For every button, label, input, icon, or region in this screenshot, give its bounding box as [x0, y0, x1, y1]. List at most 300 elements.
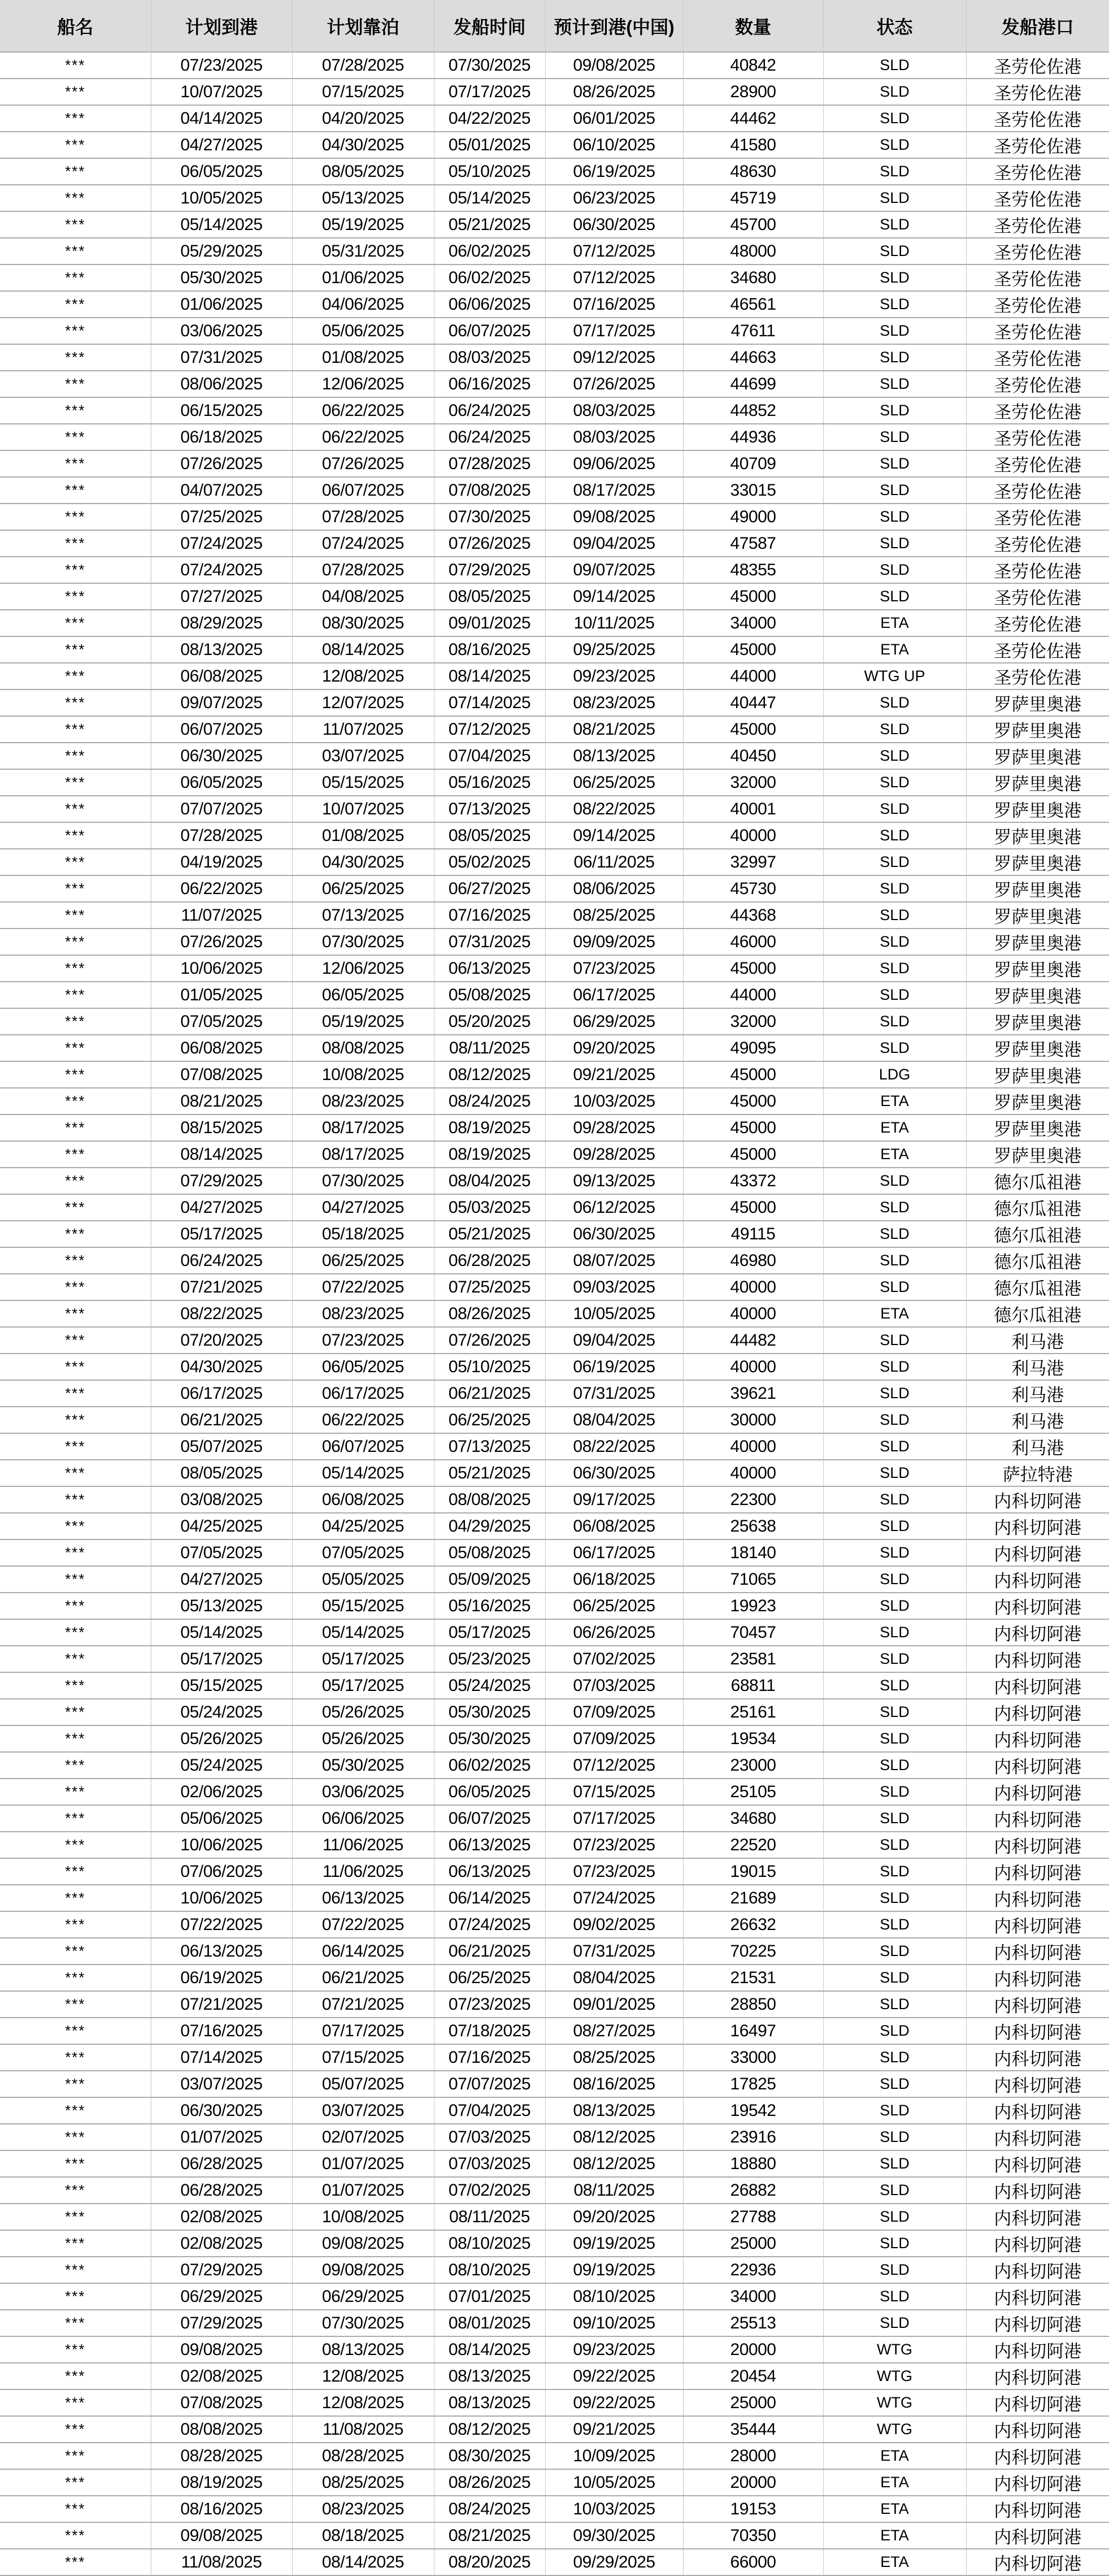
table-row: [0, 2230, 1109, 2257]
cell-status: SLD: [823, 2150, 966, 2177]
cell-departure-port: 圣劳伦佐港: [966, 105, 1109, 132]
cell-eta-china: 07/23/2025: [545, 1832, 683, 1858]
cell-planned-arrival: 07/05/2025: [151, 1539, 292, 1566]
cell-planned-berth: 04/20/2025: [292, 105, 434, 132]
cell-quantity: 46980: [683, 1247, 823, 1274]
cell-ship-name: ***: [0, 1035, 151, 1061]
table-row: [0, 743, 1109, 769]
column-header-planned-berth: 计划靠泊: [292, 0, 434, 52]
cell-departure-time: 05/30/2025: [434, 1725, 545, 1752]
cell-departure-time: 07/24/2025: [434, 1911, 545, 1938]
cell-planned-berth: 11/06/2025: [292, 1832, 434, 1858]
cell-eta-china: 06/17/2025: [545, 982, 683, 1008]
cell-quantity: 32000: [683, 1008, 823, 1035]
cell-quantity: 40842: [683, 52, 823, 79]
cell-quantity: 32997: [683, 849, 823, 875]
cell-planned-arrival: 04/27/2025: [151, 132, 292, 158]
cell-planned-arrival: 08/21/2025: [151, 1088, 292, 1114]
cell-eta-china: 09/01/2025: [545, 1991, 683, 2018]
cell-planned-berth: 07/22/2025: [292, 1274, 434, 1300]
table-row: [0, 1752, 1109, 1779]
cell-quantity: 19542: [683, 2097, 823, 2124]
cell-planned-berth: 04/25/2025: [292, 1513, 434, 1539]
cell-status: SLD: [823, 875, 966, 902]
cell-ship-name: ***: [0, 1300, 151, 1327]
cell-planned-arrival: 06/17/2025: [151, 1380, 292, 1407]
cell-quantity: 40000: [683, 1274, 823, 1300]
cell-status: SLD: [823, 1991, 966, 2018]
cell-planned-berth: 08/30/2025: [292, 610, 434, 636]
cell-quantity: 39621: [683, 1380, 823, 1407]
cell-eta-china: 06/30/2025: [545, 211, 683, 238]
cell-quantity: 19153: [683, 2496, 823, 2522]
cell-quantity: 32000: [683, 769, 823, 796]
cell-quantity: 44663: [683, 344, 823, 371]
cell-planned-arrival: 07/24/2025: [151, 530, 292, 557]
table-row: [0, 450, 1109, 477]
cell-departure-time: 08/14/2025: [434, 663, 545, 689]
cell-planned-arrival: 05/17/2025: [151, 1646, 292, 1672]
cell-status: ETA: [823, 2443, 966, 2469]
cell-status: SLD: [823, 2204, 966, 2230]
table-row: [0, 1619, 1109, 1646]
cell-planned-berth: 06/22/2025: [292, 1407, 434, 1433]
cell-ship-name: ***: [0, 2389, 151, 2416]
cell-quantity: 44000: [683, 663, 823, 689]
cell-departure-time: 08/26/2025: [434, 1300, 545, 1327]
cell-departure-time: 08/24/2025: [434, 2496, 545, 2522]
cell-departure-time: 06/21/2025: [434, 1380, 545, 1407]
cell-planned-arrival: 05/13/2025: [151, 1593, 292, 1619]
cell-planned-berth: 12/07/2025: [292, 689, 434, 716]
cell-ship-name: ***: [0, 583, 151, 610]
cell-planned-arrival: 07/06/2025: [151, 1858, 292, 1885]
cell-status: ETA: [823, 1114, 966, 1141]
table-row: [0, 689, 1109, 716]
cell-departure-time: 07/08/2025: [434, 477, 545, 504]
cell-eta-china: 08/21/2025: [545, 716, 683, 743]
cell-status: SLD: [823, 583, 966, 610]
cell-ship-name: ***: [0, 1672, 151, 1699]
cell-planned-berth: 07/17/2025: [292, 2018, 434, 2044]
table-row: [0, 158, 1109, 185]
table-row: [0, 2522, 1109, 2549]
cell-quantity: 40709: [683, 450, 823, 477]
cell-eta-china: 07/24/2025: [545, 1885, 683, 1911]
cell-status: SLD: [823, 1672, 966, 1699]
cell-status: SLD: [823, 2283, 966, 2310]
cell-departure-port: 圣劳伦佐港: [966, 450, 1109, 477]
cell-planned-arrival: 07/23/2025: [151, 52, 292, 79]
cell-status: WTG: [823, 2363, 966, 2389]
cell-quantity: 45719: [683, 185, 823, 211]
cell-quantity: 45700: [683, 211, 823, 238]
cell-status: SLD: [823, 1354, 966, 1380]
cell-planned-arrival: 10/05/2025: [151, 185, 292, 211]
cell-eta-china: 08/12/2025: [545, 2150, 683, 2177]
cell-status: SLD: [823, 52, 966, 79]
cell-planned-berth: 05/15/2025: [292, 769, 434, 796]
cell-ship-name: ***: [0, 211, 151, 238]
table-row: [0, 2336, 1109, 2363]
cell-eta-china: 09/19/2025: [545, 2257, 683, 2283]
cell-ship-name: ***: [0, 2177, 151, 2204]
cell-departure-port: 内科切阿港: [966, 1779, 1109, 1805]
cell-planned-arrival: 06/19/2025: [151, 1964, 292, 1991]
cell-status: SLD: [823, 1725, 966, 1752]
cell-ship-name: ***: [0, 264, 151, 291]
cell-departure-port: 内科切阿港: [966, 1699, 1109, 1725]
cell-status: SLD: [823, 902, 966, 929]
cell-departure-port: 内科切阿港: [966, 1513, 1109, 1539]
cell-planned-arrival: 01/07/2025: [151, 2124, 292, 2150]
cell-planned-berth: 07/05/2025: [292, 1539, 434, 1566]
table-row: [0, 2044, 1109, 2071]
cell-departure-port: 罗萨里奥港: [966, 769, 1109, 796]
cell-status: ETA: [823, 2549, 966, 2575]
cell-quantity: 47587: [683, 530, 823, 557]
cell-departure-time: 08/26/2025: [434, 2469, 545, 2496]
cell-planned-arrival: 05/26/2025: [151, 1725, 292, 1752]
cell-ship-name: ***: [0, 2443, 151, 2469]
cell-planned-arrival: 07/24/2025: [151, 557, 292, 583]
cell-planned-arrival: 02/08/2025: [151, 2230, 292, 2257]
table-header: [0, 0, 1109, 52]
cell-departure-port: 萨拉特港: [966, 1460, 1109, 1486]
table-row: [0, 1779, 1109, 1805]
cell-departure-time: 05/10/2025: [434, 158, 545, 185]
cell-quantity: 45000: [683, 1088, 823, 1114]
cell-planned-arrival: 08/29/2025: [151, 610, 292, 636]
cell-departure-port: 德尔瓜祖港: [966, 1221, 1109, 1247]
cell-status: SLD: [823, 1779, 966, 1805]
cell-departure-time: 06/24/2025: [434, 397, 545, 424]
cell-quantity: 47611: [683, 318, 823, 344]
table-row: [0, 2549, 1109, 2575]
cell-departure-port: 内科切阿港: [966, 2230, 1109, 2257]
cell-planned-arrival: 07/26/2025: [151, 929, 292, 955]
cell-ship-name: ***: [0, 663, 151, 689]
cell-departure-port: 德尔瓜祖港: [966, 1247, 1109, 1274]
cell-eta-china: 07/03/2025: [545, 1672, 683, 1699]
cell-ship-name: ***: [0, 982, 151, 1008]
cell-departure-port: 内科切阿港: [966, 1566, 1109, 1593]
cell-departure-port: 圣劳伦佐港: [966, 158, 1109, 185]
cell-status: LDG: [823, 1061, 966, 1088]
cell-ship-name: ***: [0, 1593, 151, 1619]
cell-status: SLD: [823, 344, 966, 371]
cell-status: SLD: [823, 79, 966, 105]
cell-quantity: 30000: [683, 1407, 823, 1433]
cell-planned-berth: 12/08/2025: [292, 2389, 434, 2416]
cell-ship-name: ***: [0, 2071, 151, 2097]
cell-ship-name: ***: [0, 1911, 151, 1938]
cell-departure-time: 08/10/2025: [434, 2230, 545, 2257]
cell-planned-berth: 06/22/2025: [292, 424, 434, 450]
cell-departure-port: 罗萨里奥港: [966, 796, 1109, 822]
cell-ship-name: ***: [0, 1168, 151, 1194]
cell-quantity: 35444: [683, 2416, 823, 2443]
cell-planned-arrival: 10/06/2025: [151, 1885, 292, 1911]
cell-planned-arrival: 11/07/2025: [151, 902, 292, 929]
cell-planned-arrival: 06/05/2025: [151, 769, 292, 796]
cell-status: SLD: [823, 1460, 966, 1486]
cell-status: SLD: [823, 1274, 966, 1300]
cell-eta-china: 08/25/2025: [545, 902, 683, 929]
cell-planned-berth: 07/30/2025: [292, 1168, 434, 1194]
cell-eta-china: 09/23/2025: [545, 663, 683, 689]
cell-planned-arrival: 06/18/2025: [151, 424, 292, 450]
table-row: [0, 2097, 1109, 2124]
cell-planned-arrival: 10/06/2025: [151, 955, 292, 982]
cell-departure-time: 06/27/2025: [434, 875, 545, 902]
cell-eta-china: 09/06/2025: [545, 450, 683, 477]
cell-planned-berth: 06/05/2025: [292, 1354, 434, 1380]
cell-planned-arrival: 06/29/2025: [151, 2283, 292, 2310]
cell-departure-time: 08/04/2025: [434, 1168, 545, 1194]
cell-status: WTG: [823, 2336, 966, 2363]
cell-planned-arrival: 02/08/2025: [151, 2363, 292, 2389]
table-row: [0, 1380, 1109, 1407]
cell-departure-time: 06/07/2025: [434, 1805, 545, 1832]
table-row: [0, 1725, 1109, 1752]
cell-status: SLD: [823, 743, 966, 769]
cell-planned-arrival: 07/08/2025: [151, 1061, 292, 1088]
cell-planned-berth: 05/15/2025: [292, 1593, 434, 1619]
cell-departure-time: 08/30/2025: [434, 2443, 545, 2469]
cell-status: ETA: [823, 1300, 966, 1327]
cell-departure-time: 09/01/2025: [434, 610, 545, 636]
cell-eta-china: 08/22/2025: [545, 796, 683, 822]
cell-eta-china: 08/12/2025: [545, 2124, 683, 2150]
cell-status: SLD: [823, 105, 966, 132]
cell-departure-time: 07/04/2025: [434, 743, 545, 769]
cell-quantity: 40000: [683, 1433, 823, 1460]
cell-status: SLD: [823, 291, 966, 318]
cell-eta-china: 09/22/2025: [545, 2363, 683, 2389]
cell-departure-time: 08/12/2025: [434, 1061, 545, 1088]
cell-eta-china: 09/04/2025: [545, 1327, 683, 1354]
cell-status: ETA: [823, 610, 966, 636]
cell-departure-port: 圣劳伦佐港: [966, 530, 1109, 557]
cell-planned-arrival: 04/27/2025: [151, 1194, 292, 1221]
cell-planned-berth: 11/07/2025: [292, 716, 434, 743]
cell-quantity: 46561: [683, 291, 823, 318]
cell-eta-china: 09/21/2025: [545, 1061, 683, 1088]
cell-departure-time: 05/09/2025: [434, 1566, 545, 1593]
cell-departure-time: 08/20/2025: [434, 2549, 545, 2575]
table-row: [0, 1885, 1109, 1911]
cell-eta-china: 08/25/2025: [545, 2044, 683, 2071]
cell-eta-china: 08/22/2025: [545, 1433, 683, 1460]
cell-quantity: 25513: [683, 2310, 823, 2336]
cell-eta-china: 09/22/2025: [545, 2389, 683, 2416]
cell-ship-name: ***: [0, 849, 151, 875]
cell-departure-port: 德尔瓜祖港: [966, 1168, 1109, 1194]
cell-planned-berth: 12/08/2025: [292, 2363, 434, 2389]
cell-planned-berth: 07/22/2025: [292, 1911, 434, 1938]
cell-planned-berth: 05/19/2025: [292, 211, 434, 238]
cell-departure-port: 内科切阿港: [966, 1805, 1109, 1832]
cell-departure-port: 罗萨里奥港: [966, 849, 1109, 875]
cell-planned-berth: 06/17/2025: [292, 1380, 434, 1407]
cell-departure-port: 圣劳伦佐港: [966, 504, 1109, 530]
cell-planned-arrival: 07/29/2025: [151, 1168, 292, 1194]
cell-status: SLD: [823, 716, 966, 743]
cell-planned-berth: 08/05/2025: [292, 158, 434, 185]
cell-departure-time: 08/14/2025: [434, 2336, 545, 2363]
cell-status: SLD: [823, 397, 966, 424]
cell-ship-name: ***: [0, 318, 151, 344]
cell-departure-port: 内科切阿港: [966, 1619, 1109, 1646]
cell-status: SLD: [823, 1752, 966, 1779]
cell-departure-time: 07/16/2025: [434, 902, 545, 929]
cell-departure-port: 圣劳伦佐港: [966, 424, 1109, 450]
cell-departure-port: 利马港: [966, 1433, 1109, 1460]
cell-quantity: 44368: [683, 902, 823, 929]
cell-ship-name: ***: [0, 1725, 151, 1752]
cell-planned-arrival: 06/07/2025: [151, 716, 292, 743]
table-row: [0, 2204, 1109, 2230]
cell-departure-time: 07/13/2025: [434, 1433, 545, 1460]
cell-departure-time: 04/22/2025: [434, 105, 545, 132]
cell-departure-port: 罗萨里奥港: [966, 1088, 1109, 1114]
cell-planned-berth: 07/23/2025: [292, 1327, 434, 1354]
cell-eta-china: 09/28/2025: [545, 1114, 683, 1141]
cell-status: SLD: [823, 424, 966, 450]
cell-status: SLD: [823, 1513, 966, 1539]
cell-departure-port: 罗萨里奥港: [966, 822, 1109, 849]
cell-departure-port: 德尔瓜祖港: [966, 1194, 1109, 1221]
cell-quantity: 70350: [683, 2522, 823, 2549]
cell-planned-berth: 06/14/2025: [292, 1938, 434, 1964]
table-row: [0, 2150, 1109, 2177]
cell-status: SLD: [823, 2230, 966, 2257]
cell-eta-china: 06/19/2025: [545, 158, 683, 185]
cell-departure-time: 08/10/2025: [434, 2257, 545, 2283]
cell-eta-china: 08/10/2025: [545, 2283, 683, 2310]
cell-departure-port: 圣劳伦佐港: [966, 318, 1109, 344]
cell-ship-name: ***: [0, 424, 151, 450]
cell-departure-time: 05/20/2025: [434, 1008, 545, 1035]
table-row: [0, 875, 1109, 902]
table-row: [0, 1247, 1109, 1274]
cell-status: SLD: [823, 1486, 966, 1513]
cell-status: SLD: [823, 849, 966, 875]
cell-departure-port: 内科切阿港: [966, 2044, 1109, 2071]
cell-eta-china: 09/23/2025: [545, 2336, 683, 2363]
table-row: [0, 982, 1109, 1008]
cell-eta-china: 09/13/2025: [545, 1168, 683, 1194]
cell-ship-name: ***: [0, 2283, 151, 2310]
cell-eta-china: 08/07/2025: [545, 1247, 683, 1274]
cell-planned-berth: 06/25/2025: [292, 1247, 434, 1274]
cell-ship-name: ***: [0, 477, 151, 504]
cell-ship-name: ***: [0, 636, 151, 663]
cell-departure-port: 内科切阿港: [966, 2469, 1109, 2496]
cell-planned-arrival: 08/14/2025: [151, 1141, 292, 1168]
cell-quantity: 33015: [683, 477, 823, 504]
cell-planned-berth: 05/17/2025: [292, 1672, 434, 1699]
cell-quantity: 44852: [683, 397, 823, 424]
cell-planned-berth: 08/23/2025: [292, 1088, 434, 1114]
cell-ship-name: ***: [0, 955, 151, 982]
cell-quantity: 45000: [683, 716, 823, 743]
cell-planned-berth: 07/30/2025: [292, 929, 434, 955]
cell-planned-berth: 08/08/2025: [292, 1035, 434, 1061]
cell-planned-berth: 08/28/2025: [292, 2443, 434, 2469]
cell-departure-time: 08/21/2025: [434, 2522, 545, 2549]
cell-quantity: 45000: [683, 955, 823, 982]
table-row: [0, 1221, 1109, 1247]
cell-planned-berth: 06/08/2025: [292, 1486, 434, 1513]
cell-planned-berth: 07/24/2025: [292, 530, 434, 557]
cell-departure-time: 07/03/2025: [434, 2124, 545, 2150]
cell-departure-time: 08/13/2025: [434, 2389, 545, 2416]
table-row: [0, 1991, 1109, 2018]
cell-quantity: 23000: [683, 1752, 823, 1779]
cell-status: SLD: [823, 955, 966, 982]
cell-departure-time: 06/25/2025: [434, 1407, 545, 1433]
cell-eta-china: 08/06/2025: [545, 875, 683, 902]
cell-status: SLD: [823, 2124, 966, 2150]
cell-departure-port: 罗萨里奥港: [966, 1008, 1109, 1035]
cell-status: SLD: [823, 185, 966, 211]
cell-eta-china: 07/23/2025: [545, 1858, 683, 1885]
cell-eta-china: 06/30/2025: [545, 1460, 683, 1486]
table-row: [0, 1593, 1109, 1619]
cell-planned-berth: 08/18/2025: [292, 2522, 434, 2549]
table-row: [0, 2496, 1109, 2522]
cell-planned-berth: 06/22/2025: [292, 397, 434, 424]
table-row: [0, 2389, 1109, 2416]
cell-ship-name: ***: [0, 1194, 151, 1221]
column-header-departure-time: 发船时间: [434, 0, 545, 52]
cell-planned-arrival: 07/26/2025: [151, 450, 292, 477]
cell-planned-berth: 01/06/2025: [292, 264, 434, 291]
cell-quantity: 68811: [683, 1672, 823, 1699]
table-row: [0, 1407, 1109, 1433]
cell-departure-port: 圣劳伦佐港: [966, 583, 1109, 610]
cell-ship-name: ***: [0, 132, 151, 158]
cell-eta-china: 09/07/2025: [545, 557, 683, 583]
cell-planned-berth: 09/08/2025: [292, 2257, 434, 2283]
cell-quantity: 48630: [683, 158, 823, 185]
cell-departure-time: 07/31/2025: [434, 929, 545, 955]
cell-departure-port: 罗萨里奥港: [966, 902, 1109, 929]
cell-planned-arrival: 07/27/2025: [151, 583, 292, 610]
cell-quantity: 20000: [683, 2336, 823, 2363]
cell-planned-berth: 07/15/2025: [292, 79, 434, 105]
table-row: [0, 185, 1109, 211]
cell-departure-port: 圣劳伦佐港: [966, 52, 1109, 79]
table-row: [0, 504, 1109, 530]
cell-status: SLD: [823, 1964, 966, 1991]
cell-planned-berth: 10/08/2025: [292, 2204, 434, 2230]
cell-departure-port: 内科切阿港: [966, 2416, 1109, 2443]
cell-eta-china: 09/28/2025: [545, 1141, 683, 1168]
cell-ship-name: ***: [0, 1752, 151, 1779]
cell-departure-time: 05/16/2025: [434, 1593, 545, 1619]
cell-planned-berth: 06/05/2025: [292, 982, 434, 1008]
cell-quantity: 41580: [683, 132, 823, 158]
table-row: [0, 1354, 1109, 1380]
cell-departure-port: 内科切阿港: [966, 1858, 1109, 1885]
cell-quantity: 44936: [683, 424, 823, 450]
cell-ship-name: ***: [0, 1247, 151, 1274]
cell-departure-port: 内科切阿港: [966, 2124, 1109, 2150]
cell-planned-arrival: 07/14/2025: [151, 2044, 292, 2071]
